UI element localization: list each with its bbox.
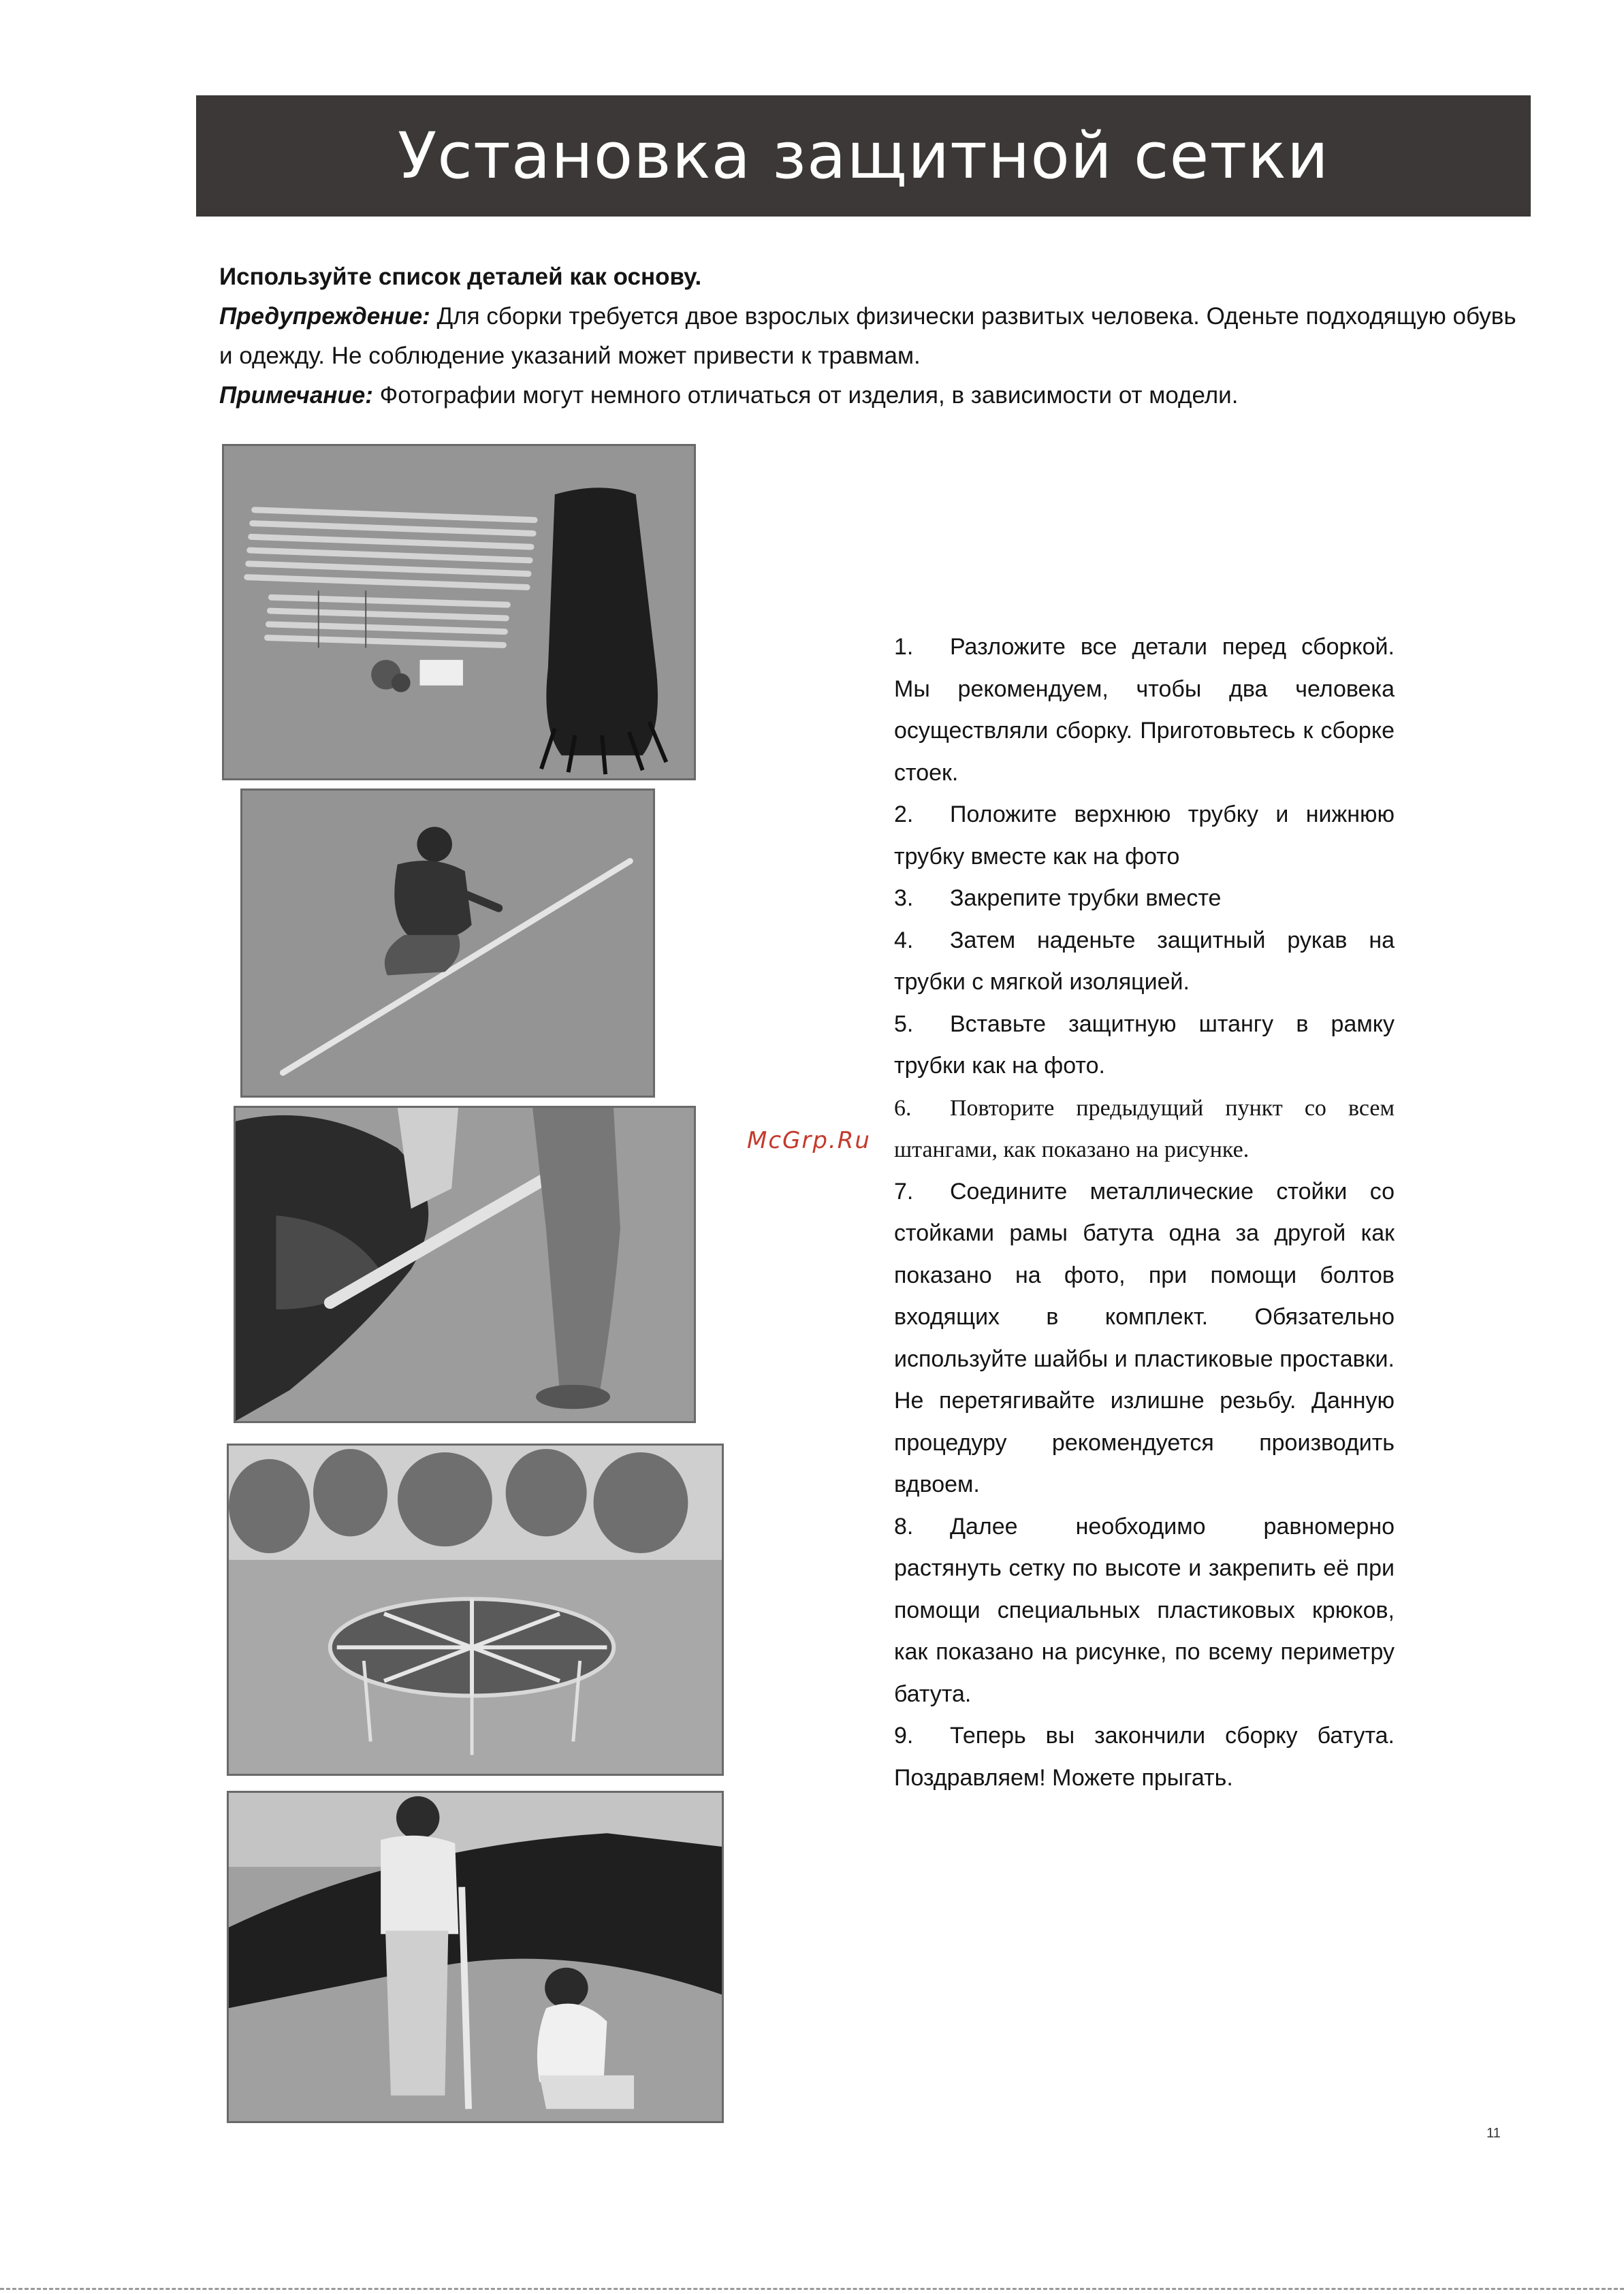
parts-illustration bbox=[224, 446, 694, 778]
intro-lead: Используйте список деталей как основу. bbox=[219, 264, 702, 290]
steps-list bbox=[894, 626, 1395, 1799]
step-number: 1. bbox=[894, 634, 914, 660]
net-attachment-illustration bbox=[229, 1793, 722, 2121]
step-number: 3. bbox=[894, 885, 914, 911]
tubes-illustration bbox=[242, 791, 653, 1096]
pole-sleeve-illustration bbox=[236, 1108, 694, 1421]
step-number: 9. bbox=[894, 1723, 914, 1749]
step-text: Положите верхнюю трубку и нижнюю трубку вместе как на фото bbox=[894, 801, 1395, 870]
step-number: 7. bbox=[894, 1178, 914, 1205]
step-number: 2. bbox=[894, 801, 914, 827]
step-text: Повторите предыдущий пункт со всем штангами, как показано на рисунке. bbox=[894, 1095, 1395, 1162]
step-item bbox=[894, 1171, 1395, 1506]
step-item bbox=[894, 878, 1395, 920]
trampoline-frame-illustration bbox=[229, 1446, 722, 1774]
step-number: 4. bbox=[894, 927, 914, 953]
step-number: 8. bbox=[894, 1513, 914, 1540]
warning-text: Для сборки требуется двое взрослых физически развитых человека. Оденьте подходящую обувь и одежду. Не соблюдение указаний может привести к травмам. bbox=[219, 303, 1516, 369]
step-text: Вставьте защитную штангу в рамку трубки как на фото. bbox=[894, 1010, 1395, 1079]
note-text: Фотографии могут немного отличаться от изделия, в зависимости от модели. bbox=[372, 382, 1239, 409]
photo-net-attachment bbox=[227, 1791, 724, 2123]
step-text: Далее необходимо равномерно растянуть сетку по высоте и закрепить её при помощи специальных пластиковых крюков, как показано на рисунке, по всему периметру батута. bbox=[894, 1513, 1395, 1707]
step-item bbox=[894, 920, 1395, 1004]
step-item bbox=[894, 1004, 1395, 1087]
watermark: McGrp.Ru bbox=[747, 1127, 871, 1154]
photo-parts-layout bbox=[222, 444, 696, 780]
step-item bbox=[894, 1715, 1395, 1799]
step-text: Разложите все детали перед сборкой. Мы рекомендуем, чтобы два человека осуществляли сборку. Приготовьтесь к сборке стоек. bbox=[894, 634, 1395, 786]
photo-tubes-assembly bbox=[240, 788, 655, 1098]
step-item bbox=[894, 626, 1395, 794]
warning-paragraph bbox=[219, 297, 1527, 376]
step-item bbox=[894, 1506, 1395, 1716]
note-paragraph bbox=[219, 376, 1527, 415]
step-item bbox=[894, 1087, 1395, 1171]
title-bar bbox=[196, 95, 1531, 217]
step-text: Закрепите трубки вместе bbox=[950, 885, 1222, 911]
bottom-divider bbox=[0, 2288, 1624, 2290]
step-item bbox=[894, 794, 1395, 878]
step-text: Соедините металлические стойки со стойками рамы батута одна за другой как показано на фото, при помощи болтов входящих в комплект. Обязательно используйте шайбы и пластиковые проставки. Не перетягивайте излишне резьбу. Данную процедуру рекомендуется производить вдвоем. bbox=[894, 1178, 1395, 1497]
step-number: 5. bbox=[894, 1010, 914, 1037]
page-title: Установка защитной сетки bbox=[398, 118, 1329, 193]
intro-line bbox=[219, 257, 1527, 297]
page-number: 11 bbox=[1486, 2126, 1501, 2141]
warning-label: Предупреждение: bbox=[219, 303, 430, 330]
photo-trampoline-frame bbox=[227, 1444, 724, 1776]
step-text: Затем наденьте защитный рукав на трубки с мягкой изоляцией. bbox=[894, 927, 1395, 995]
intro-block bbox=[219, 257, 1527, 415]
step-number: 6. bbox=[894, 1095, 912, 1121]
photo-pole-sleeve bbox=[234, 1106, 696, 1423]
note-label: Примечание: bbox=[219, 382, 373, 409]
step-text: Теперь вы закончили сборку батута. Поздравляем! Можете прыгать. bbox=[894, 1723, 1395, 1791]
